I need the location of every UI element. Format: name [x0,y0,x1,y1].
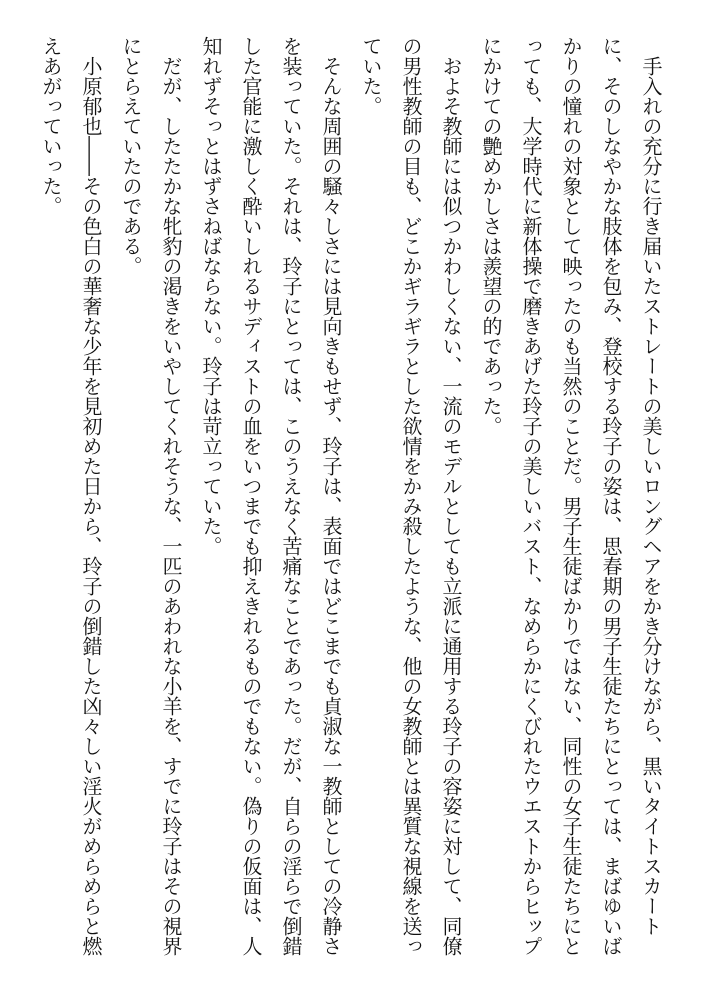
paragraph: およそ教師には似つかわしくない、一流のモデルとしても立派に通用する玲子の容姿に対して、同僚の男性教師の目も、どこかギラギラとした欲情をかみ殺したような、他の女教師とは異質な視線を送っていた。 [359,36,463,956]
paragraph: そんな周囲の騒々しさには見向きもせず、玲子は、表面ではどこまでも貞淑な一教師としての冷静さを装っていた。それは、玲子にとっては、このうえなく苦痛なことであった。だが、自らの淫らで倒錯した官能に激しく酔いしれるサディストの血をいつまでも抑えきれるものでもない。偽りの仮面は、人知れずそっとはずさねばならない。玲子は苛立っていた。 [199,36,343,956]
paragraph: 小原郁也――その色白の華奢な少年を見初めた日から、玲子の倒錯した凶々しい淫火がめらめらと燃えあがっていった。 [39,36,103,956]
paragraph: 手入れの充分に行き届いたストレートの美しいロングヘアをかき分けながら、黒いタイトスカートに、そのしなやかな肢体を包み、登校する玲子の姿は、思春期の男子生徒たちにとっては、まばゆいばかりの憧れの対象として映ったのも当然のことだ。男子生徒ばかりではない、同性の女子生徒たちにとっても、大学時代に新体操で磨きあげた玲子の美しいバスト、なめらかにくびれたウエストからヒップにかけての艶めかしさは羨望の的であった。 [479,36,663,956]
vertical-text-body [21,36,671,966]
paragraph: だが、したたかな牝豹の渇きをいやしてくれそうな、一匹のあわれな小羊を、すでに玲子はその視界にとらえていたのである。 [119,36,183,956]
